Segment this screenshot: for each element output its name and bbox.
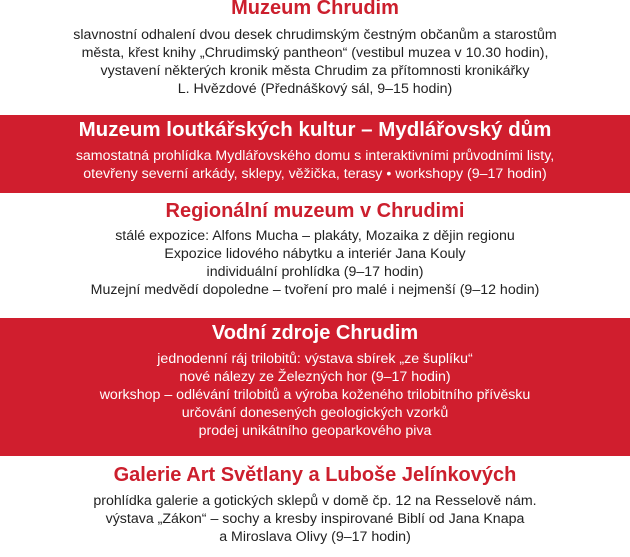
section-regionalni-muzeum	[0, 196, 630, 310]
description-line: Expozice lidového nábytku a interiér Jana Kouly	[164, 246, 466, 262]
section-vodni-zdroje	[0, 318, 630, 456]
section-title: Regionální muzeum v Chrudimi	[165, 200, 465, 222]
description-line: výstava „Zákon“ – sochy a kresby inspirované Biblí od Jana Knapa	[105, 511, 525, 527]
description-line: individuální prohlídka (9–17 hodin)	[206, 264, 424, 280]
description-line: nové nálezy ze Železných hor (9–17 hodin)	[179, 369, 451, 385]
description-line: slavnostní odhalení dvou desek chrudimským čestným občanům a starostům	[73, 27, 557, 43]
section-description	[0, 147, 630, 183]
section-title: Muzeum loutkářských kultur – Mydlářovský dům	[78, 118, 552, 141]
description-line: stálé expozice: Alfons Mucha – plakáty, Mozaika z dějin regionu	[115, 228, 515, 244]
section-galerie-art	[0, 460, 630, 557]
section-muzeum-chrudim	[0, 0, 630, 107]
description-line: a Miroslava Olivy (9–17 hodin)	[219, 529, 411, 545]
description-line: workshop – odlévání trilobitů a výroba koženého trilobitního přívěsku	[99, 387, 531, 403]
section-title: Muzeum Chrudim	[231, 0, 399, 19]
section-description	[0, 492, 630, 546]
section-description	[0, 350, 630, 440]
description-line: určování donesených geologických vzorků	[181, 405, 449, 421]
section-title: Vodní zdroje Chrudim	[211, 322, 419, 344]
section-title: Galerie Art Světlany a Luboše Jelínkových	[113, 464, 517, 486]
description-line: samostatná prohlídka Mydlářovského domu s interaktivními průvodními listy,	[75, 148, 555, 164]
section-description	[0, 26, 630, 98]
description-line: města, křest knihy „Chrudimský pantheon“ (vestibul muzea v 10.30 hodin),	[81, 45, 549, 61]
description-line: Muzejní medvědí dopoledne – tvoření pro malé i nejmenší (9–12 hodin)	[90, 282, 540, 298]
description-line: L. Hvězdové (Přednáškový sál, 9–15 hodin)	[177, 81, 453, 97]
description-line: prodej unikátního geoparkového piva	[198, 423, 432, 439]
description-line: vystavení některých kronik města Chrudim za přítomnosti kronikářky	[100, 63, 530, 79]
description-line: otevřeny severní arkády, sklepy, věžička, terasy • workshopy (9–17 hodin)	[83, 166, 547, 182]
description-line: prohlídka galerie a gotických sklepů v domě čp. 12 na Resselově nám.	[93, 493, 537, 509]
section-description	[0, 227, 630, 299]
description-line: jednodenní ráj trilobitů: výstava sbírek „ze šuplíku“	[157, 351, 473, 367]
section-muzeum-loutkarskych-kultur	[0, 115, 630, 193]
